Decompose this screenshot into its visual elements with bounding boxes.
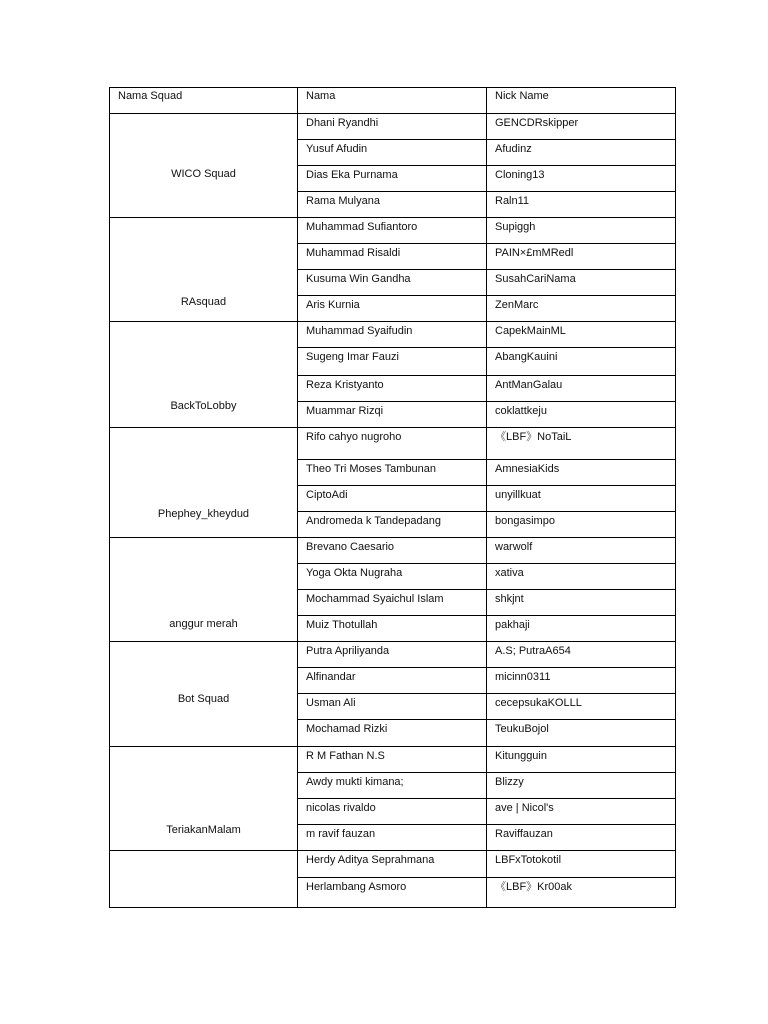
squad-cell (110, 322, 298, 428)
member-nick: PAIN×£mMRedl (487, 244, 676, 270)
member-nick: Raln11 (487, 192, 676, 218)
member-name: Muiz Thotullah (298, 616, 487, 642)
member-nick: bongasimpo (487, 512, 676, 538)
member-nick: LBFxTotokotil (487, 851, 676, 878)
member-name: Andromeda k Tandepadang (298, 512, 487, 538)
member-name: Yusuf Afudin (298, 140, 487, 166)
member-nick: ZenMarc (487, 296, 676, 322)
member-name: Sugeng Imar Fauzi (298, 348, 487, 376)
member-nick: coklattkeju (487, 402, 676, 428)
member-nick: AntManGalau (487, 376, 676, 402)
member-nick: unyillkuat (487, 486, 676, 512)
table-row (110, 747, 676, 773)
squad-name: Phephey_kheydud (157, 508, 250, 520)
member-nick: Raviffauzan (487, 825, 676, 851)
member-name: Muhammad Syaifudin (298, 322, 487, 348)
member-nick: 《LBF》Kr00ak (487, 878, 676, 908)
squad-cell (110, 851, 298, 908)
squad-cell (110, 538, 298, 642)
member-nick: warwolf (487, 538, 676, 564)
member-nick: TeukuBojol (487, 720, 676, 747)
member-nick: ave | Nicol's (487, 799, 676, 825)
member-nick: Kitungguin (487, 747, 676, 773)
member-name: Yoga Okta Nugraha (298, 564, 487, 590)
squad-cell (110, 218, 298, 322)
member-name: Muhammad Risaldi (298, 244, 487, 270)
member-name: Muammar Rizqi (298, 402, 487, 428)
member-name: Awdy mukti kimana; (298, 773, 487, 799)
member-name: Mochammad Syaichul Islam (298, 590, 487, 616)
squad-name: TeriakanMalam (166, 824, 241, 836)
member-nick: AmnesiaKids (487, 460, 676, 486)
squad-table (109, 87, 676, 908)
member-name: Aris Kurnia (298, 296, 487, 322)
squad-cell (110, 428, 298, 538)
member-name: Usman Ali (298, 694, 487, 720)
squad-cell (110, 747, 298, 851)
table-row (110, 642, 676, 668)
member-nick: pakhaji (487, 616, 676, 642)
member-name: R M Fathan N.S (298, 747, 487, 773)
member-nick: A.S; PutraA654 (487, 642, 676, 668)
squad-cell (110, 642, 298, 747)
member-name: Kusuma Win Gandha (298, 270, 487, 296)
member-name: Herdy Aditya Seprahmana (298, 851, 487, 878)
member-name: Alfinandar (298, 668, 487, 694)
member-nick: Cloning13 (487, 166, 676, 192)
table-row (110, 428, 676, 460)
member-name: Putra Apriliyanda (298, 642, 487, 668)
header-name: Nama (298, 88, 487, 114)
member-name: Herlambang Asmoro (298, 878, 487, 908)
member-nick: GENCDRskipper (487, 114, 676, 140)
table-row (110, 218, 676, 244)
squad-name: RAsquad (180, 296, 227, 308)
header-nick: Nick Name (487, 88, 676, 114)
member-nick: cecepsukaKOLLL (487, 694, 676, 720)
table-row (110, 851, 676, 878)
squad-name: Bot Squad (177, 693, 230, 705)
member-name: Theo Tri Moses Tambunan (298, 460, 487, 486)
member-name: CiptoAdi (298, 486, 487, 512)
table-row (110, 114, 676, 140)
header-squad: Nama Squad (110, 88, 298, 114)
member-nick: Afudinz (487, 140, 676, 166)
member-name: Reza Kristyanto (298, 376, 487, 402)
squad-name: BackToLobby (170, 400, 237, 412)
member-nick: CapekMainML (487, 322, 676, 348)
member-name: nicolas rivaldo (298, 799, 487, 825)
header-row (110, 88, 676, 114)
member-nick: AbangKauini (487, 348, 676, 376)
member-nick: xativa (487, 564, 676, 590)
member-name: Rifo cahyo nugroho (298, 428, 487, 460)
member-name: m ravif fauzan (298, 825, 487, 851)
member-name: Mochamad Rizki (298, 720, 487, 747)
member-nick: micinn0311 (487, 668, 676, 694)
table-row (110, 322, 676, 348)
member-name: Muhammad Sufiantoro (298, 218, 487, 244)
squad-name: anggur merah (169, 618, 238, 630)
squad-cell (110, 114, 298, 218)
table-row (110, 538, 676, 564)
squad-body (110, 114, 676, 908)
member-name: Dias Eka Purnama (298, 166, 487, 192)
member-nick: SusahCariNama (487, 270, 676, 296)
member-name: Brevano Caesario (298, 538, 487, 564)
member-nick: shkjnt (487, 590, 676, 616)
member-nick: Blizzy (487, 773, 676, 799)
squad-name: WICO Squad (171, 168, 236, 180)
member-name: Dhani Ryandhi (298, 114, 487, 140)
member-name: Rama Mulyana (298, 192, 487, 218)
member-nick: 《LBF》NoTaiL (487, 428, 676, 460)
member-nick: Supiggh (487, 218, 676, 244)
